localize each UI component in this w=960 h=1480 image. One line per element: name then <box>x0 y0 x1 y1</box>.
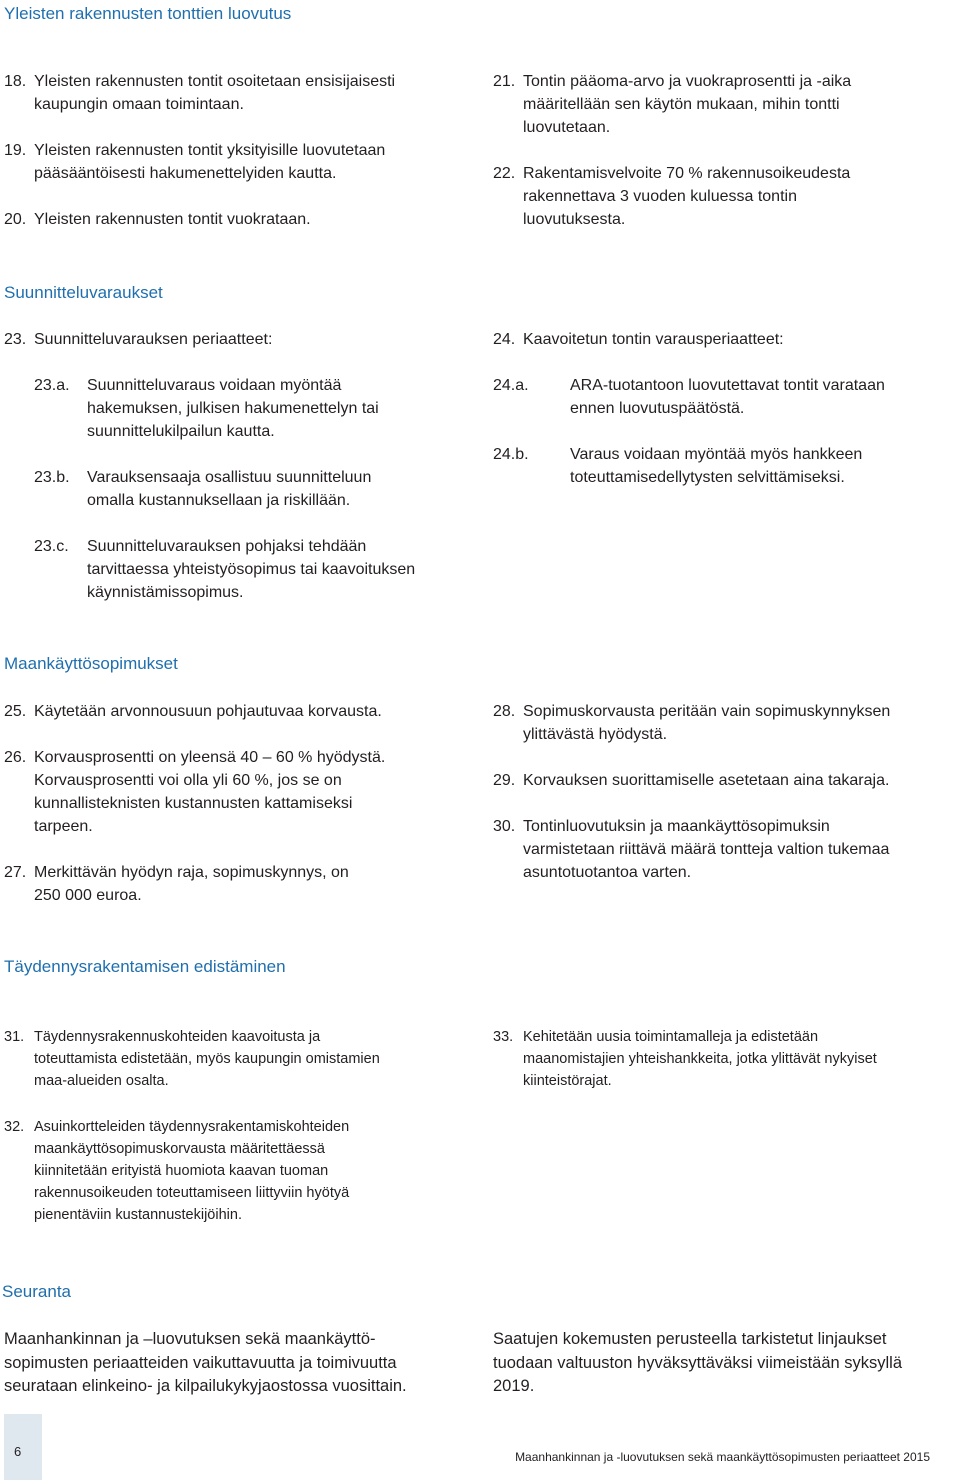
item-text: luovutetaan. <box>523 119 611 136</box>
list-item <box>4 1026 380 1092</box>
s2-left-column <box>4 328 415 604</box>
item-number: 23.c. <box>34 538 69 555</box>
item-text: maa-alueiden osalta. <box>34 1073 169 1089</box>
item-number: 25. <box>4 703 27 720</box>
item-text: Varaus voidaan myöntää myös hankkeen <box>570 446 863 463</box>
section-title-seuranta: Seuranta <box>2 1282 71 1301</box>
s3-left-column <box>4 700 385 907</box>
item-text: ennen luovutuspäätöstä. <box>570 400 745 417</box>
item-text: ARA-tuotantoon luovutettavat tontit varataan <box>570 377 885 394</box>
item-number: 23. <box>4 331 27 348</box>
list-item <box>34 374 415 443</box>
s3-right-column <box>493 700 890 884</box>
item-text: Korvausprosentti on yleensä 40 – 60 % hyödystä. <box>34 749 386 766</box>
item-number: 24.a. <box>493 377 529 394</box>
item-number: 19. <box>4 142 27 159</box>
item-text: suunnittelukilpailun kautta. <box>87 423 275 440</box>
list-item <box>493 443 885 489</box>
item-number: 22. <box>493 165 516 182</box>
item-text: toteuttamista edistetään, myös kaupungin omistamien <box>34 1051 380 1067</box>
s2-right-column <box>493 328 885 489</box>
item-text: Asuinkortteleiden täydennysrakentamiskohteiden <box>34 1119 350 1135</box>
item-text: kaupungin omaan toimintaan. <box>34 96 244 113</box>
list-item <box>493 769 890 792</box>
list-item <box>493 162 851 231</box>
item-text: Merkittävän hyödyn raja, sopimuskynnys, on <box>34 864 349 881</box>
list-item <box>493 374 885 420</box>
paragraph-line: Saatujen kokemusten perusteella tarkistetut linjaukset <box>493 1330 887 1348</box>
item-text: Kaavoitetun tontin varausperiaatteet: <box>523 331 784 348</box>
section-title-yleisten-rakennusten: Yleisten rakennusten tonttien luovutus <box>4 4 292 23</box>
item-text: toteuttamisedellytysten selvittämiseksi. <box>570 469 845 486</box>
item-text: Suunnitteluvarauksen periaatteet: <box>34 331 273 348</box>
item-text: hakemuksen, julkisen hakumenettelyn tai <box>87 400 379 417</box>
item-text: Varauksensaaja osallistuu suunnitteluun <box>87 469 372 486</box>
item-text: tarvittaessa yhteistyösopimus tai kaavoituksen <box>87 561 416 578</box>
list-item <box>493 1026 877 1092</box>
item-text: Täydennysrakennuskohteiden kaavoitusta ja <box>34 1029 321 1045</box>
item-number: 24. <box>493 331 516 348</box>
item-text: luovutuksesta. <box>523 211 626 228</box>
s4-right-column <box>493 1026 877 1116</box>
item-text: maanomistajien yhteishankkeita, jotka ylittävät nykyiset <box>523 1051 877 1067</box>
item-number: 21. <box>493 73 516 90</box>
list-item <box>4 208 395 231</box>
item-number: 26. <box>4 749 27 766</box>
item-number: 33. <box>493 1029 514 1045</box>
item-text: ylittävästä hyödystä. <box>523 726 668 743</box>
s1-left-column <box>4 70 395 231</box>
item-text: kiinteistörajat. <box>523 1073 612 1089</box>
item-number: 29. <box>493 772 516 789</box>
item-text: rakennusoikeuden toteuttamiseen liittyviin hyötyä <box>34 1185 350 1201</box>
list-item <box>34 535 415 604</box>
item-text: Suunnitteluvaraus voidaan myöntää <box>87 377 342 394</box>
s1-right-column <box>493 70 851 231</box>
item-number: 23.b. <box>34 469 70 486</box>
item-number: 24.b. <box>493 446 529 463</box>
item-text: rakennettava 3 vuoden kuluessa tontin <box>523 188 797 205</box>
item-text: kunnallisteknisten kustannusten kattamiseksi <box>34 795 353 812</box>
list-item <box>493 70 851 139</box>
item-text: 250 000 euroa. <box>34 887 142 904</box>
list-item <box>34 466 415 512</box>
item-text: varmistetaan riittävä määrä tontteja valtion tukemaa <box>523 841 890 858</box>
item-text: Korvauksen suorittamiselle asetetaan aina takaraja. <box>523 772 890 789</box>
list-item <box>493 815 890 884</box>
s5-left-paragraph <box>4 1328 407 1399</box>
paragraph-line: seurataan elinkeino- ja kilpailukykyjaostossa vuosittain. <box>4 1377 407 1395</box>
list-item <box>4 1116 380 1226</box>
paragraph-line: sopimusten periaatteiden vaikuttavuutta ja toimivuutta <box>4 1353 397 1372</box>
item-text: pääsääntöisesti hakumenettelyiden kautta. <box>34 165 337 182</box>
list-item <box>4 861 385 907</box>
item-number: 23.a. <box>34 377 70 394</box>
section-title-taydennysrakentaminen: Täydennysrakentamisen edistäminen <box>4 957 286 976</box>
paragraph-line: tuodaan valtuuston hyväksyttäväksi viimeistään syksyllä <box>493 1353 903 1372</box>
item-text: Kehitetään uusia toimintamalleja ja edistetään <box>523 1029 819 1045</box>
item-text: Tontinluovutuksin ja maankäyttösopimuksin <box>523 818 830 835</box>
item-number: 20. <box>4 211 27 228</box>
item-text: pienentäviin kustannustekijöihin. <box>34 1207 242 1223</box>
item-number: 31. <box>4 1029 25 1045</box>
page-number-tab <box>4 1414 42 1480</box>
list-item <box>493 328 885 351</box>
item-text: määritellään sen käytön mukaan, mihin tontti <box>523 96 840 113</box>
item-number: 32. <box>4 1119 25 1135</box>
item-text: Rakentamisvelvoite 70 % rakennusoikeudesta <box>523 165 851 182</box>
item-number: 18. <box>4 73 27 90</box>
section-title-suunnitteluvaraukset: Suunnitteluvaraukset <box>4 283 163 302</box>
item-text: maankäyttösopimuskorvausta määritettäessä <box>34 1141 325 1157</box>
list-item <box>4 70 395 116</box>
item-text: kiinnitetään erityistä huomiota kaavan tuoman <box>34 1163 329 1179</box>
item-text: Käytetään arvonnousuun pohjautuvaa korvausta. <box>34 703 382 720</box>
item-number: 28. <box>493 703 516 720</box>
item-text: tarpeen. <box>34 818 93 835</box>
section-title-maankayttosopimukset: Maankäyttösopimukset <box>4 654 178 673</box>
item-text: Yleisten rakennusten tontit vuokrataan. <box>34 211 311 228</box>
item-text: Sopimuskorvausta peritään vain sopimuskynnyksen <box>523 703 891 720</box>
paragraph-line: 2019. <box>493 1377 535 1395</box>
item-text: Tontin pääoma-arvo ja vuokraprosentti ja -aika <box>523 73 852 90</box>
item-number: 30. <box>493 818 516 835</box>
paragraph-line: Maanhankinnan ja –luovutuksen sekä maankäyttö- <box>4 1330 376 1348</box>
s5-right-paragraph <box>493 1328 902 1399</box>
item-number: 27. <box>4 864 27 881</box>
item-text: Yleisten rakennusten tontit yksityisille luovutetaan <box>34 142 386 159</box>
page-number: 6 <box>14 1444 22 1459</box>
list-item <box>4 700 385 723</box>
item-text: käynnistämissopimus. <box>87 584 244 601</box>
list-item <box>4 746 385 838</box>
list-item <box>4 328 415 351</box>
s4-left-column <box>4 1026 380 1250</box>
item-text: Suunnitteluvarauksen pohjaksi tehdään <box>87 538 367 555</box>
item-text: asuntotuotantoa varten. <box>523 864 692 881</box>
item-text: Korvausprosentti voi olla yli 60 %, jos se on <box>34 772 342 789</box>
list-item <box>4 139 395 185</box>
item-text: Yleisten rakennusten tontit osoitetaan ensisijaisesti <box>34 73 396 90</box>
item-text: omalla kustannuksellaan ja riskillään. <box>87 492 351 509</box>
list-item <box>493 700 890 746</box>
footer-title: Maanhankinnan ja -luovutuksen sekä maankäyttösopimusten periaatteet 2015 <box>515 1450 930 1464</box>
